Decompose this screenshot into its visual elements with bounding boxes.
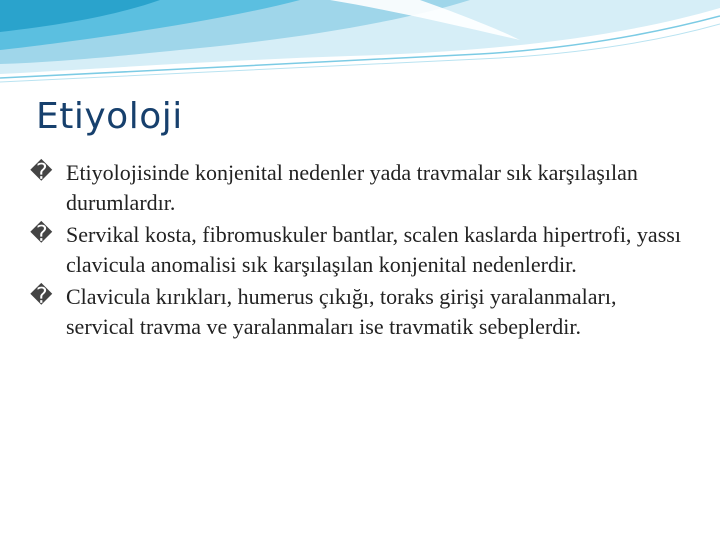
header-wave-decoration [0,0,720,90]
bullet-marker-icon: � [30,222,53,247]
bullet-marker-icon: � [30,284,53,309]
bullet-item [30,158,690,218]
bullet-text: Etiyolojisinde konjenital nedenler yada travmalar sık karşılaşılan durumlardır. [66,160,638,215]
bullet-marker-icon: � [30,160,53,185]
bullet-text: Servikal kosta, fibromuskuler bantlar, scalen kaslarda hipertrofi, yassı clavicula anomalisi sık karşılaşılan konjenital nedenlerdir. [66,222,681,277]
bullet-list [30,158,690,344]
bullet-text: Clavicula kırıkları, humerus çıkığı, toraks girişi yaralanmaları, servical travma ve yaralanmaları ise travmatik sebeplerdir. [66,284,617,339]
bullet-item [30,220,690,280]
bullet-item [30,282,690,342]
slide-title: Etiyoloji [36,96,183,137]
